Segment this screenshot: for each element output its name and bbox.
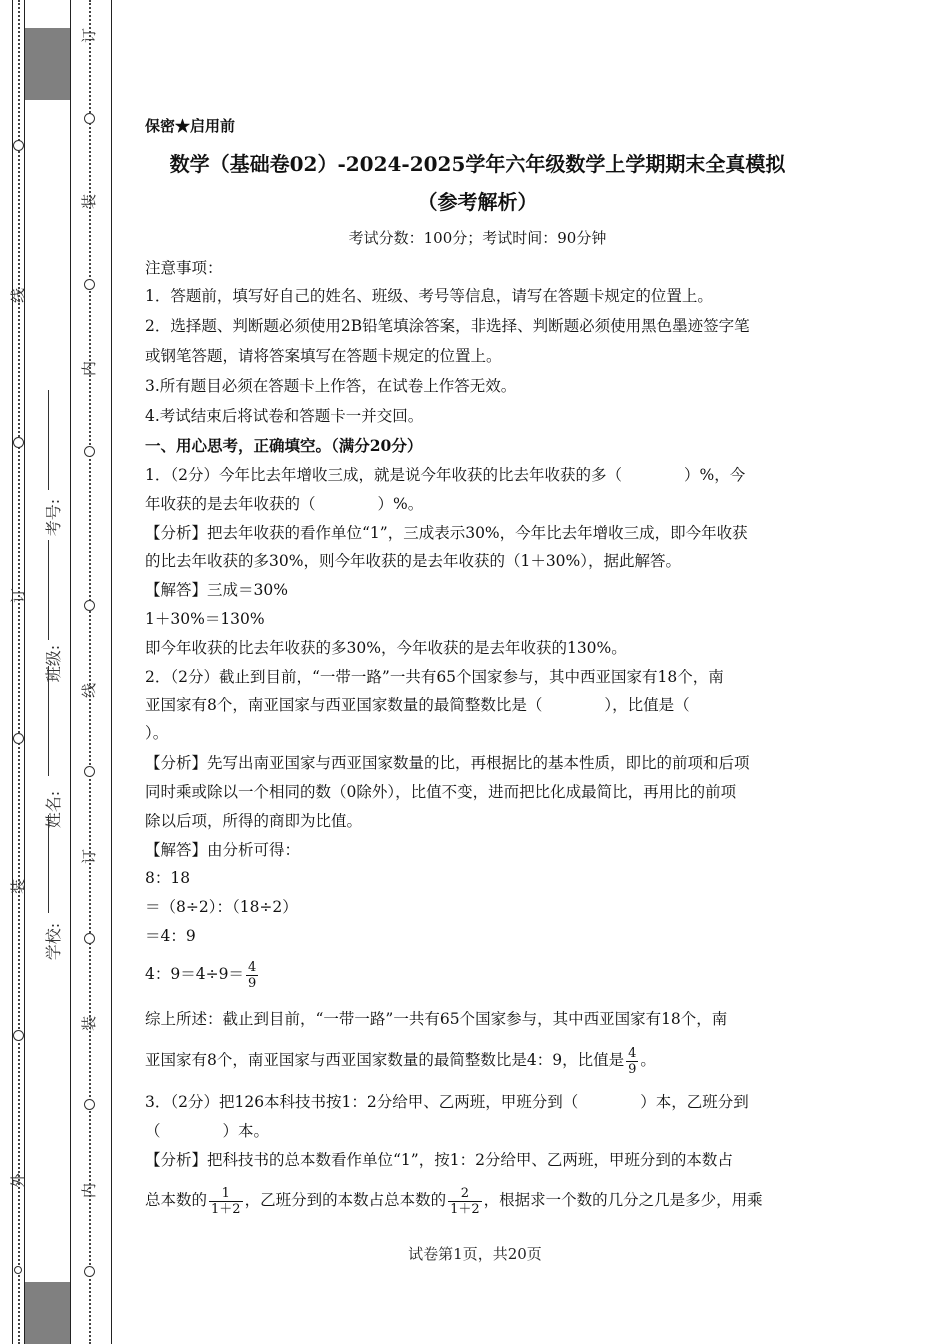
margin-inner-line (111, 0, 112, 1344)
gray-block-bottom (25, 1282, 70, 1344)
fraction (246, 960, 258, 991)
punch-circle-icon (13, 733, 24, 744)
fraction (626, 1046, 638, 1077)
punch-circle-icon (84, 933, 95, 944)
binding-margin (0, 0, 112, 1344)
outer-dotted-line (18, 0, 20, 1344)
punch-circle-icon (84, 1266, 95, 1277)
note-item: 3.所有题目必须在答题卡上作答，在试卷上作答无效。 (145, 377, 517, 395)
page-number: 试卷第1页，共20页 (408, 1245, 542, 1263)
note-item: 4.考试结束后将试卷和答题卡一并交回。 (145, 407, 424, 425)
q2-stem: 亚国家有8个，南亚国家与西亚国家数量的最简整数比是（ ），比值是（ (145, 696, 690, 714)
fraction-denominator: 1＋2 (450, 1201, 480, 1217)
field-class-label: 班级: (44, 644, 64, 683)
q1-stem: 年收获的是去年收获的（ ）%。 (145, 495, 424, 513)
field-name-label: 姓名: (44, 790, 64, 829)
exam-info: 考试分数：100分；考试时间：90分钟 (348, 229, 607, 247)
punch-circle-icon (84, 1099, 95, 1110)
margin-label-bind: 订 (80, 27, 99, 44)
q2-stem: 2．（2分）截止到目前，“一带一路”一共有65个国家参与，其中西亚国家有18个，南 (145, 668, 724, 686)
margin-outer-line (12, 0, 13, 1344)
punch-circle-icon (84, 600, 95, 611)
margin-label-install: 装 (80, 1015, 99, 1032)
field-name-underline[interactable] (48, 666, 49, 776)
page-subtitle: （参考解析） (417, 190, 538, 214)
q2-answer-fraction-line (145, 956, 260, 992)
margin-line (24, 0, 25, 1344)
q3-analysis-text: 总本数的 (145, 1191, 208, 1209)
field-id-underline[interactable] (48, 390, 49, 490)
note-item: 2．选择题、判断题必须使用2B铅笔填涂答案，非选择、判断题必须使用黑色墨迹签字笔 (145, 317, 750, 335)
fraction-denominator: 1＋2 (211, 1201, 241, 1217)
field-school-underline[interactable] (48, 815, 49, 913)
margin-label-outer: 外 (9, 1172, 28, 1189)
q2-analysis: 【分析】先写出南亚国家与西亚国家数量的比，再根据比的基本性质，即比的前项和后项 (145, 754, 750, 772)
q1-analysis: 的比去年收获的多30%，则今年收获的是去年收获的（1＋30%），据此解答。 (145, 552, 682, 570)
q2-summary-fraction-line (145, 1042, 656, 1078)
q3-analysis-fraction-line (145, 1182, 763, 1218)
fraction (448, 1186, 482, 1217)
q1-answer: 即今年收获的比去年收获的多30%，今年收获的是去年收获的130%。 (145, 639, 627, 657)
notes-heading: 注意事项： (145, 259, 223, 277)
fraction-numerator: 4 (628, 1045, 637, 1061)
punch-circle-icon (14, 1266, 22, 1274)
punch-circle-icon (84, 446, 95, 457)
q1-answer: 1＋30%＝130% (145, 610, 265, 628)
q1-stem: 1．（2分）今年比去年增收三成，就是说今年收获的比去年收获的多（ ）%，今 (145, 466, 746, 484)
note-item: 1．答题前，填写好自己的姓名、班级、考号等信息，请写在答题卡规定的位置上。 (145, 287, 713, 305)
q2-answer: 8：18 (145, 869, 191, 887)
punch-circle-icon (13, 140, 24, 151)
punch-circle-icon (84, 113, 95, 124)
q3-analysis: 【分析】把科技书的总本数看作单位“1”，按1：2分给甲、乙两班，甲班分到的本数占 (145, 1151, 733, 1169)
q1-answer: 【解答】三成＝30% (145, 581, 288, 599)
punch-circle-icon (13, 437, 24, 448)
q1-analysis: 【分析】把去年收获的看作单位“1”，三成表示30%，今年比去年增收三成，即今年收获 (145, 524, 748, 542)
q2-stem: ）。 (145, 724, 169, 742)
margin-label-install: 装 (80, 193, 99, 210)
field-school-label: 学校: (44, 922, 64, 961)
margin-label-line: 线 (9, 287, 28, 304)
q2-summary-end: 。 (640, 1051, 656, 1069)
fraction-denominator: 9 (628, 1061, 637, 1077)
gray-block-top (25, 28, 70, 100)
margin-label-install: 装 (9, 878, 28, 895)
fraction-numerator: 2 (460, 1185, 469, 1201)
q2-answer-text: 4：9＝4÷9＝ (145, 965, 244, 983)
punch-circle-icon (84, 766, 95, 777)
note-item: 或钢笔答题，请将答案填写在答题卡规定的位置上。 (145, 347, 502, 365)
punch-circle-icon (13, 1030, 24, 1041)
fraction-numerator: 1 (221, 1185, 230, 1201)
margin-label-bind: 订 (80, 848, 99, 865)
fraction-numerator: 4 (247, 959, 257, 975)
punch-circle-icon (84, 279, 95, 290)
margin-label-inner: 内 (80, 360, 99, 377)
q3-stem: 3．（2分）把126本科技书按1：2分给甲、乙两班，甲班分到（ ）本，乙班分到 (145, 1093, 749, 1111)
field-class-underline[interactable] (48, 540, 49, 640)
q3-analysis-text: ，根据求一个数的几分之几是多少，用乘 (483, 1191, 763, 1209)
q2-summary: 综上所述：截止到目前，“一带一路”一共有65个国家参与，其中西亚国家有18个，南 (145, 1010, 728, 1028)
q2-answer: ＝4：9 (145, 927, 196, 945)
section-heading: 一、用心思考，正确填空。（满分20分） (145, 436, 423, 455)
q2-summary-text: 亚国家有8个，南亚国家与西亚国家数量的最简整数比是4：9，比值是 (145, 1051, 625, 1069)
q2-analysis: 同时乘或除以一个相同的数（0除外），比值不变，进而把比化成最简比，再用比的前项 (145, 783, 737, 801)
q2-answer: ＝（8÷2）：（18÷2） (145, 898, 298, 916)
field-id-label: 考号: (44, 498, 64, 537)
margin-label-bind: 订 (9, 587, 28, 604)
confidential-mark: 保密★启用前 (145, 117, 236, 135)
q2-answer: 【解答】由分析可得： (145, 841, 301, 859)
fraction-denominator: 9 (247, 975, 257, 991)
q3-stem: （ ）本。 (145, 1122, 270, 1140)
margin-line (70, 0, 71, 1344)
q3-analysis-text: ，乙班分到的本数占总本数的 (244, 1191, 447, 1209)
margin-label-line: 线 (80, 682, 99, 699)
page-title: 数学（基础卷02）-2024-2025学年六年级数学上学期期末全真模拟 (169, 152, 786, 176)
fraction (209, 1186, 243, 1217)
q2-analysis: 除以后项，所得的商即为比值。 (145, 812, 363, 830)
margin-label-inner: 内 (80, 1182, 99, 1199)
